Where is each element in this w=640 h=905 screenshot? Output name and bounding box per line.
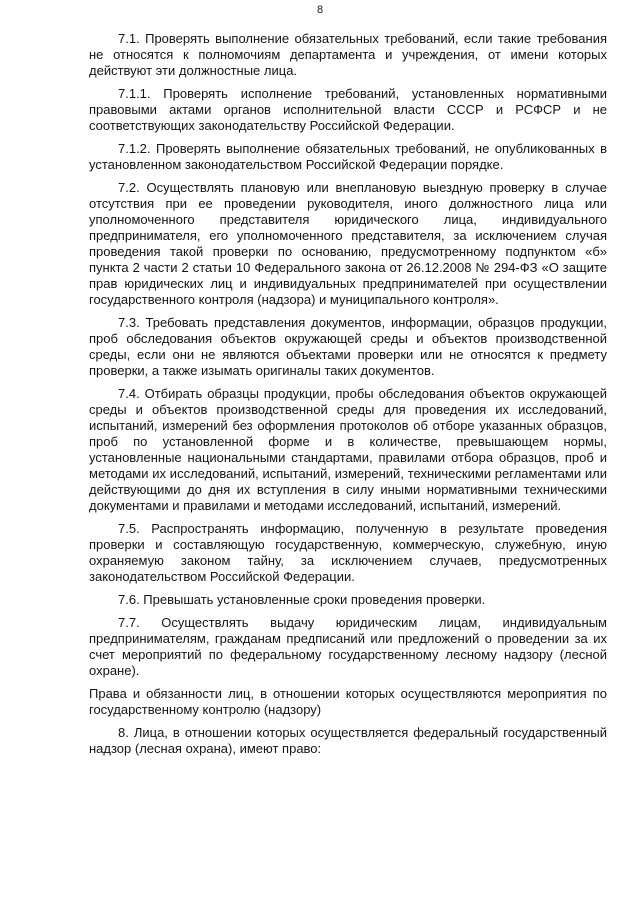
document-body [89, 31, 607, 764]
paragraph-7-5: 7.5. Распространять информацию, полученную в результате проведения проверки и составляющую государственную, коммерческую, служебную, иную охраняемую законом тайну, за исключением случаев, предусмотренных законодательством Российской Федерации. [89, 521, 607, 584]
paragraph-7-4: 7.4. Отбирать образцы продукции, пробы обследования объектов окружающей среды и объектов производственной среды для проведения их исследований, испытаний, измерений без оформления протоколов об отборе указанных образцов, проб по установленной форме и в количестве, превышающем нормы, установленные национальными стандартами, правилами отбора образцов, проб и методами их исследований, испытаний, измерений, техническими регламентами или действующими до дня их вступления в силу иными нормативными техническими документами и правилами и методами исследований, испытаний, измерений. [89, 386, 607, 513]
section-heading-rights: Права и обязанности лиц, в отношении которых осуществляются мероприятия по государственному контролю (надзору) [89, 686, 607, 717]
paragraph-7-2: 7.2. Осуществлять плановую или внеплановую выездную проверку в случае отсутствия при ее проведении руководителя, иного должностного лица или уполномоченного представителя юридического лица, индивидуального предпринимателя, его уполномоченного представителя, за исключением случая проведения такой проверки по основанию, предусмотренному подпунктом «б» пункта 2 части 2 статьи 10 Федерального закона от 26.12.2008 № 294-ФЗ «О защите прав юридических лиц и индивидуальных предпринимателей при осуществлении государственного контроля (надзора) и муниципального контроля». [89, 180, 607, 307]
page-number: 8 [316, 4, 324, 16]
paragraph-7-3: 7.3. Требовать представления документов, информации, образцов продукции, проб обследования объектов окружающей среды и объектов производственной среды, если они не являются объектами проверки или не относятся к предмету проверки, а также изымать оригиналы таких документов. [89, 315, 607, 378]
paragraph-8: 8. Лица, в отношении которых осуществляется федеральный государственный надзор (лесная охрана), имеют право: [89, 725, 607, 756]
paragraph-7-1: 7.1. Проверять выполнение обязательных требований, если такие требования не относятся к полномочиям департамента и учреждения, от имени которых действуют эти должностные лица. [89, 31, 607, 78]
paragraph-7-1-1: 7.1.1. Проверять исполнение требований, установленных нормативными правовыми актами органов исполнительной власти СССР и РСФСР и не соответствующих законодательству Российской Федерации. [89, 86, 607, 133]
paragraph-7-6: 7.6. Превышать установленные сроки проведения проверки. [118, 592, 486, 607]
paragraph-7-1-2: 7.1.2. Проверять выполнение обязательных требований, не опубликованных в установленном законодательством Российской Федерации порядке. [89, 141, 607, 172]
paragraph-7-7: 7.7. Осуществлять выдачу юридическим лицам, индивидуальным предпринимателям, гражданам предписаний или предложений о проведении за их счет мероприятий по федеральному государственному лесному надзору (лесной охране). [89, 615, 607, 678]
